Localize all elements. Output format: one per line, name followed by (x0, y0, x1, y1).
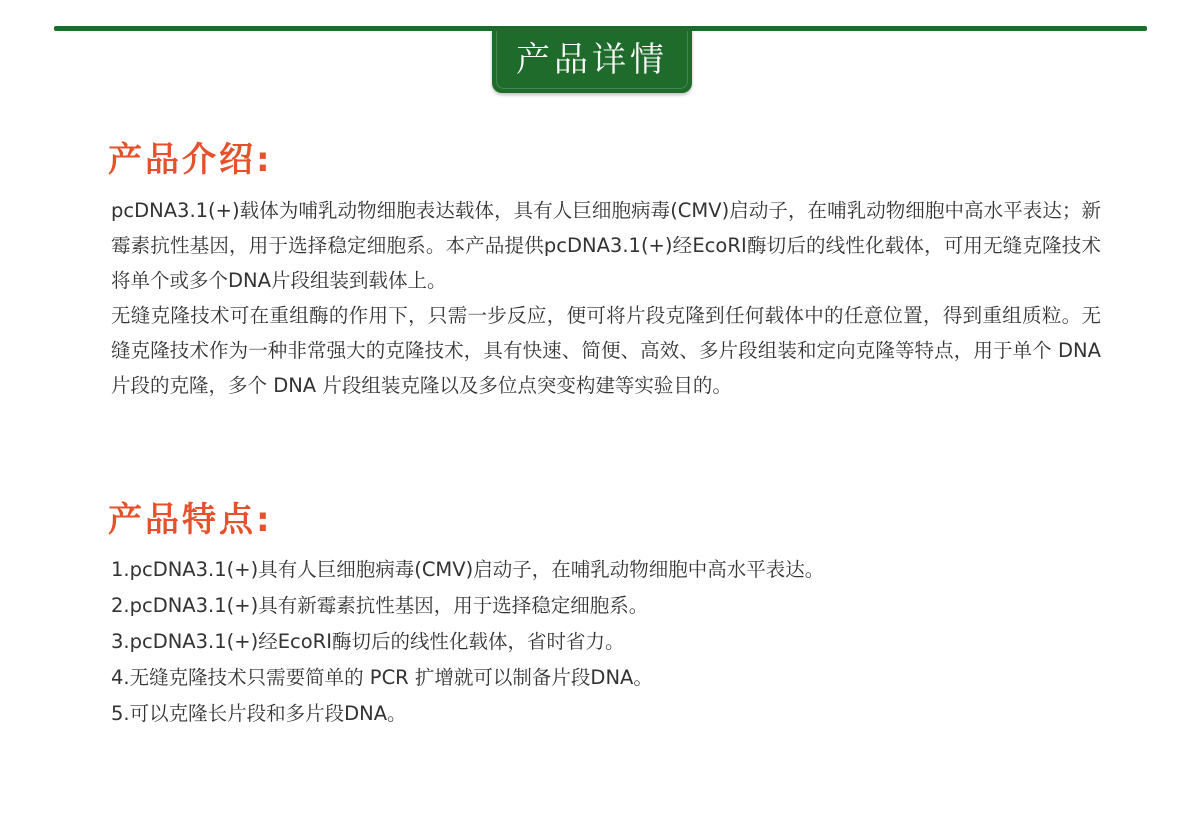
feature-item: 1.pcDNA3.1(+)具有人巨细胞病毒(CMV)启动子，在哺乳动物细胞中高水平表达。 (111, 558, 825, 581)
feature-item: 2.pcDNA3.1(+)具有新霉素抗性基因，用于选择稳定细胞系。 (111, 594, 649, 617)
feature-item: 4.无缝克隆技术只需要简单的 PCR 扩增就可以制备片段DNA。 (111, 666, 653, 689)
intro-section-body (111, 193, 1101, 403)
feature-item: 5.可以克隆长片段和多片段DNA。 (111, 702, 407, 725)
header-tab (492, 28, 692, 93)
intro-paragraph: 无缝克隆技术可在重组酶的作用下，只需一步反应，便可将片段克隆到任何载体中的任意位置，得到重组质粒。无缝克隆技术作为一种非常强大的克隆技术，具有快速、简便、高效、多片段组装和定向克隆等特点，用于单个 DNA 片段的克隆，多个 DNA 片段组装克隆以及多位点突变构建等实验目的。 (111, 304, 1101, 397)
intro-section-title: 产品介绍: (108, 140, 273, 180)
feature-item: 3.pcDNA3.1(+)经EcoRⅠ酶切后的线性化载体，省时省力。 (111, 630, 625, 653)
features-section-title: 产品特点: (108, 500, 273, 540)
features-list (111, 552, 1101, 732)
intro-paragraph: pcDNA3.1(+)载体为哺乳动物细胞表达载体，具有人巨细胞病毒(CMV)启动子，在哺乳动物细胞中高水平表达；新霉素抗性基因，用于选择稳定细胞系。本产品提供pcDNA3.1(+)经EcoRⅠ酶切后的线性化载体，可用无缝克隆技术将单个或多个DNA片段组装到载体上。 (111, 199, 1101, 292)
page-title: 产品详情 (516, 39, 668, 80)
